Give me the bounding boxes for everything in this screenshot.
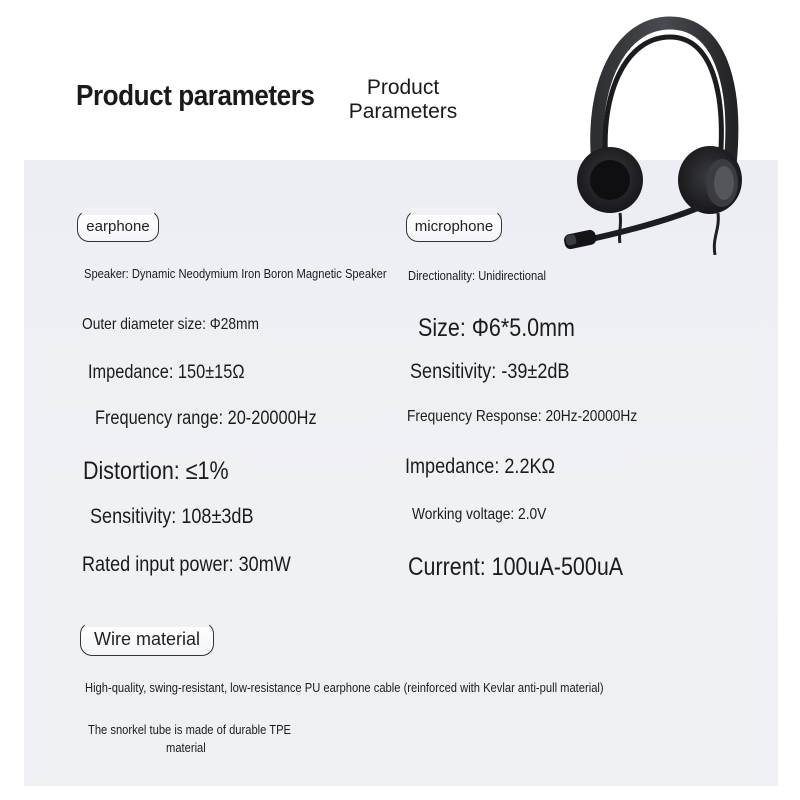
earphone-outer-diameter: Outer diameter size: Φ28mm xyxy=(82,316,259,333)
headset-image xyxy=(560,15,750,255)
earphone-tag: earphone xyxy=(77,210,159,242)
microphone-size: Size: Φ6*5.0mm xyxy=(418,314,575,342)
microphone-frequency-response: Frequency Response: 20Hz-20000Hz xyxy=(407,408,638,425)
microphone-directionality: Directionality: Unidirectional xyxy=(408,268,546,283)
wire-tube-description-line2: material xyxy=(166,740,206,755)
microphone-sensitivity: Sensitivity: -39±2dB xyxy=(410,360,570,383)
earphone-impedance: Impedance: 150±15Ω xyxy=(88,362,245,383)
microphone-current: Current: 100uA-500uA xyxy=(408,553,624,581)
earphone-frequency-range: Frequency range: 20-20000Hz xyxy=(95,408,317,429)
page-title-english: Product Parameters xyxy=(348,76,458,123)
earphone-distortion: Distortion: ≤1% xyxy=(83,457,229,485)
earphone-sensitivity: Sensitivity: 108±3dB xyxy=(90,505,254,528)
earphone-speaker: Speaker: Dynamic Neodymium Iron Boron Magnetic Speaker xyxy=(84,266,387,281)
wire-tube-description-line1: The snorkel tube is made of durable TPE xyxy=(88,722,292,737)
page-title: Product parameters xyxy=(76,80,315,112)
wire-cable-description: High-quality, swing-resistant, low-resistance PU earphone cable (reinforced with Kevlar anti-pull material) xyxy=(85,680,604,695)
wire-material-tag: Wire material xyxy=(80,622,214,656)
microphone-working-voltage: Working voltage: 2.0V xyxy=(412,506,547,523)
microphone-impedance: Impedance: 2.2KΩ xyxy=(405,455,556,478)
earphone-rated-power: Rated input power: 30mW xyxy=(82,553,291,576)
microphone-tag: microphone xyxy=(406,210,502,242)
